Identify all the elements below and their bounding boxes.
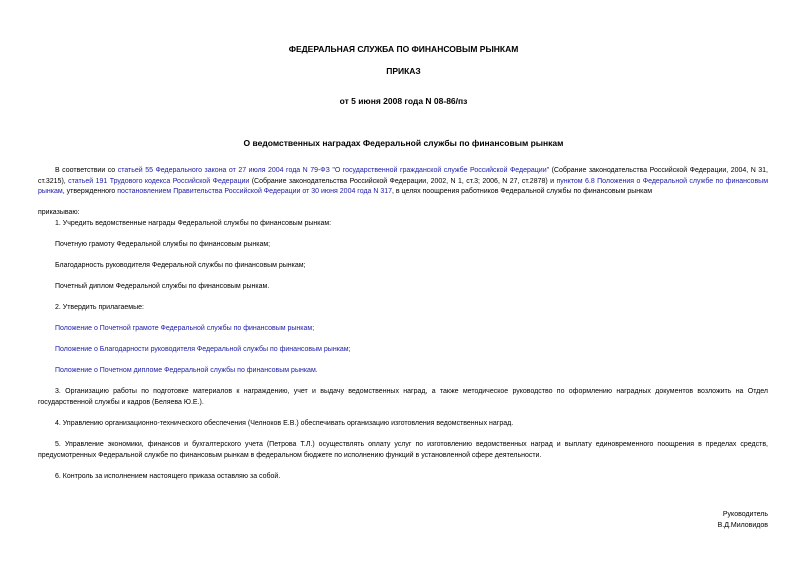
link-regulation-honorary-diploma[interactable]: Положение о Почетном дипломе Федеральной службы по финансовым рынкам. [55, 367, 318, 374]
link-regulation-gratitude[interactable]: Положение о Благодарности руководителя Федеральной службы по финансовым рынкам; [55, 346, 351, 353]
item-1c: Почетный диплом Федеральной службы по финансовым рынкам. [55, 283, 270, 290]
item-3: 3. Организацию работы по подготовке материалов к награждению, учет и выдачу ведомственных наград, а также методическое руководство по оформлению наградных документов возложить на Отдел государственной службы и кадров (Беляева Ю.Е.). [38, 388, 768, 406]
item-1: 1. Учредить ведомственные награды Федеральной службы по финансовым рынкам: [55, 220, 332, 227]
link-government-decree-317[interactable]: постановлением Правительства Российской Федерации от 30 июня 2004 года N 317 [117, 188, 393, 195]
item-4: 4. Управлению организационно-технического обеспечения (Челноков Е.В.) обеспечивать организацию изготовления ведомственных наград. [55, 420, 514, 427]
item-1a: Почетную грамоту Федеральной службы по финансовым рынкам; [55, 241, 271, 248]
preamble-text-2: (Собрание законодательства Российской Федерации, 2004, N 31, ст.3215), [38, 167, 768, 185]
doc-type-heading: ПРИКАЗ [386, 66, 421, 76]
link-regulation-honorary-certificate[interactable]: Положение о Почетной грамоте Федеральной службы по финансовым рынкам; [55, 325, 315, 332]
link-labor-code[interactable]: статьей 191 Трудового кодекса Российской Федерации [68, 177, 250, 185]
signature-position: Руководитель [722, 511, 768, 518]
item-6: 6. Контроль за исполнением настоящего приказа оставляю за собой. [55, 473, 281, 480]
preamble-text-3: (Собрание законодательства Российской Федерации, 2002, N 1, ст.3; 2006, N 27, ст.2878) и [249, 177, 557, 185]
link-regulation-6-8[interactable]: пунктом 6.8 Положения о Федеральной службе по финансовым рынкам [38, 177, 769, 195]
preamble-text-5: , в целях поощрения работников Федеральной службы по финансовым рынкам [392, 188, 653, 195]
order-word: приказываю: [38, 209, 80, 216]
link-law-79fz[interactable]: статьей 55 Федерального закона от 27 июля 2004 года N 79-ФЗ "О государственной гражданской службе Российской Федерации" [117, 167, 550, 174]
item-2: 2. Утвердить прилагаемые: [55, 304, 144, 311]
signature-name: В.Д.Миловидов [717, 522, 768, 529]
item-5: 5. Управление экономики, финансов и бухгалтерского учета (Петрова Т.Л.) осуществлять оплату услуг по изготовлению ведомственных наград и выплату единовременного поощрения в пределах средств, предусмотренных Федеральной службе по финансовым рынкам в федеральном бюджете по исполнению функций в установленной сфере деятельности. [38, 441, 768, 459]
item-1b: Благодарность руководителя Федеральной службы по финансовым рынкам; [55, 262, 306, 269]
preamble-text-1: В соответствии со [55, 167, 118, 174]
document-title: О ведомственных наградах Федеральной службы по финансовым рынкам [243, 138, 564, 148]
preamble-paragraph [38, 166, 768, 198]
agency-heading: ФЕДЕРАЛЬНАЯ СЛУЖБА ПО ФИНАНСОВЫМ РЫНКАМ [288, 44, 519, 54]
preamble-text-4: , утвержденного [62, 188, 118, 195]
date-number-heading: от 5 июня 2008 года N 08-86/пз [339, 96, 468, 106]
